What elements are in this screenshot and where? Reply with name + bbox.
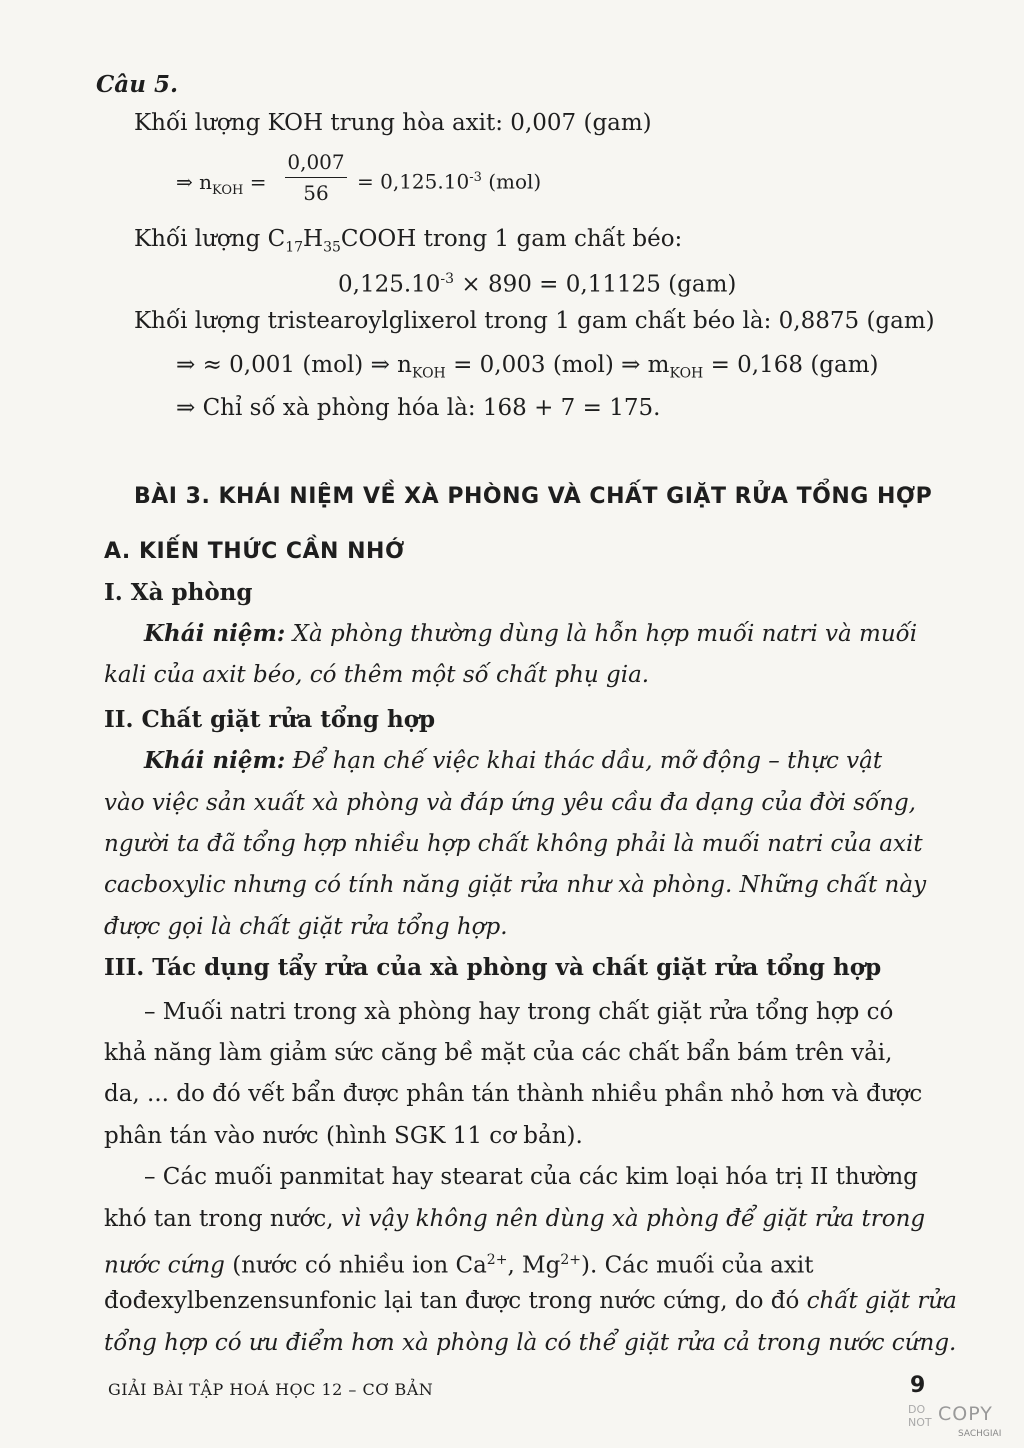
- formula-line: $0,125.10^{-3} \times 890 = 0,11125$ (gam): [338, 271, 737, 298]
- stamp-not: NOT: [908, 1416, 932, 1429]
- text-line: da, ... do đó vết bẩn được phân tán thành nhiều phần nhỏ hơn và được: [104, 1081, 923, 1107]
- text-line: được gọi là chất giặt rửa tổng hợp.: [104, 914, 508, 940]
- text-line: khó tan trong nước, vì vậy không nên dùng xà phòng để giặt rửa trong: [104, 1206, 926, 1232]
- subsection-title: I. Xà phòng: [104, 579, 253, 606]
- fraction: [285, 150, 347, 205]
- text-line: khả năng làm giảm sức căng bề mặt của các chất bẩn bám trên vải,: [104, 1040, 893, 1066]
- fraction-denominator: 56: [303, 181, 329, 205]
- question-title: Câu 5.: [96, 71, 178, 98]
- text-line: Khối lượng tristearoylglixerol trong 1 gam chất béo là: 0,8875 (gam): [134, 308, 935, 334]
- watermark-stamp: [908, 1403, 1012, 1443]
- text-line: ⇒ Chỉ số xà phòng hóa là: 168 + 7 = 175.: [176, 395, 661, 421]
- formula-line: ⇒ ≈ 0,001 (mol) ⇒ $n_{KOH} = 0,003$ (mol) ⇒ $m_{KOH} = 0,168$ (gam): [176, 352, 879, 382]
- stamp-site: SACHGIAI: [958, 1429, 1002, 1439]
- stamp-copy: COPY: [938, 1403, 993, 1425]
- text-line: đođexylbenzensunfonic lại tan được trong nước cứng, do đó chất giặt rửa: [104, 1288, 957, 1314]
- section-title: A. KIẾN THỨC CẦN NHỚ: [104, 539, 405, 564]
- text-line: tổng hợp có ưu điểm hơn xà phòng là có thể giặt rửa cả trong nước cứng.: [104, 1330, 957, 1356]
- text-line: nước cứng (nước có nhiều ion $Ca^{2+}$, $Mg^{2+}$). Các muối của axit: [104, 1252, 814, 1279]
- text-line: Khối lượng $C_{17}H_{35}COOH$ trong 1 gam chất béo:: [134, 226, 683, 256]
- subsection-title: III. Tác dụng tẩy rửa của xà phòng và chất giặt rửa tổng hợp: [104, 954, 882, 981]
- text-line: Khái niệm: Xà phòng thường dùng là hỗn hợp muối natri và muối: [144, 620, 918, 647]
- fraction-bar: [285, 177, 347, 178]
- definition-label: Khái niệm:: [144, 747, 286, 774]
- subsection-title: II. Chất giặt rửa tổng hợp: [104, 706, 436, 733]
- text-line: Khái niệm: Để hạn chế việc khai thác dầu, mỡ động – thực vật: [144, 747, 883, 774]
- formula-result: = $0,125.10^{-3}$ (mol): [357, 169, 542, 194]
- formula-line: ⇒ $n_{KOH}$ =: [176, 170, 267, 198]
- page-number: 9: [910, 1373, 926, 1398]
- text-line: người ta đã tổng hợp nhiều hợp chất không phải là muối natri của axit: [104, 831, 923, 857]
- text-line: – Muối natri trong xà phòng hay trong chất giặt rửa tổng hợp có: [144, 999, 894, 1025]
- definition-label: Khái niệm:: [144, 620, 286, 647]
- text-line: phân tán vào nước (hình SGK 11 cơ bản).: [104, 1123, 583, 1149]
- text-line: vào việc sản xuất xà phòng và đáp ứng yêu cầu đa dạng của đời sống,: [104, 790, 916, 816]
- text-line: cacboxylic nhưng có tính năng giặt rửa như xà phòng. Những chất này: [104, 872, 927, 898]
- fraction-numerator: 0,007: [287, 150, 345, 174]
- text-line: – Các muối panmitat hay stearat của các kim loại hóa trị II thường: [144, 1164, 918, 1190]
- stamp-do: DO: [908, 1403, 926, 1416]
- text-line: kali của axit béo, có thêm một số chất phụ gia.: [104, 662, 650, 688]
- footer-book-title: GIẢI BÀI TẬP HOÁ HỌC 12 – CƠ BẢN: [108, 1380, 434, 1399]
- lesson-title: BÀI 3. KHÁI NIỆM VỀ XÀ PHÒNG VÀ CHẤT GIẶT RỬA TỔNG HỢP: [134, 484, 933, 509]
- text-line: Khối lượng KOH trung hòa axit: 0,007 (gam): [134, 110, 652, 136]
